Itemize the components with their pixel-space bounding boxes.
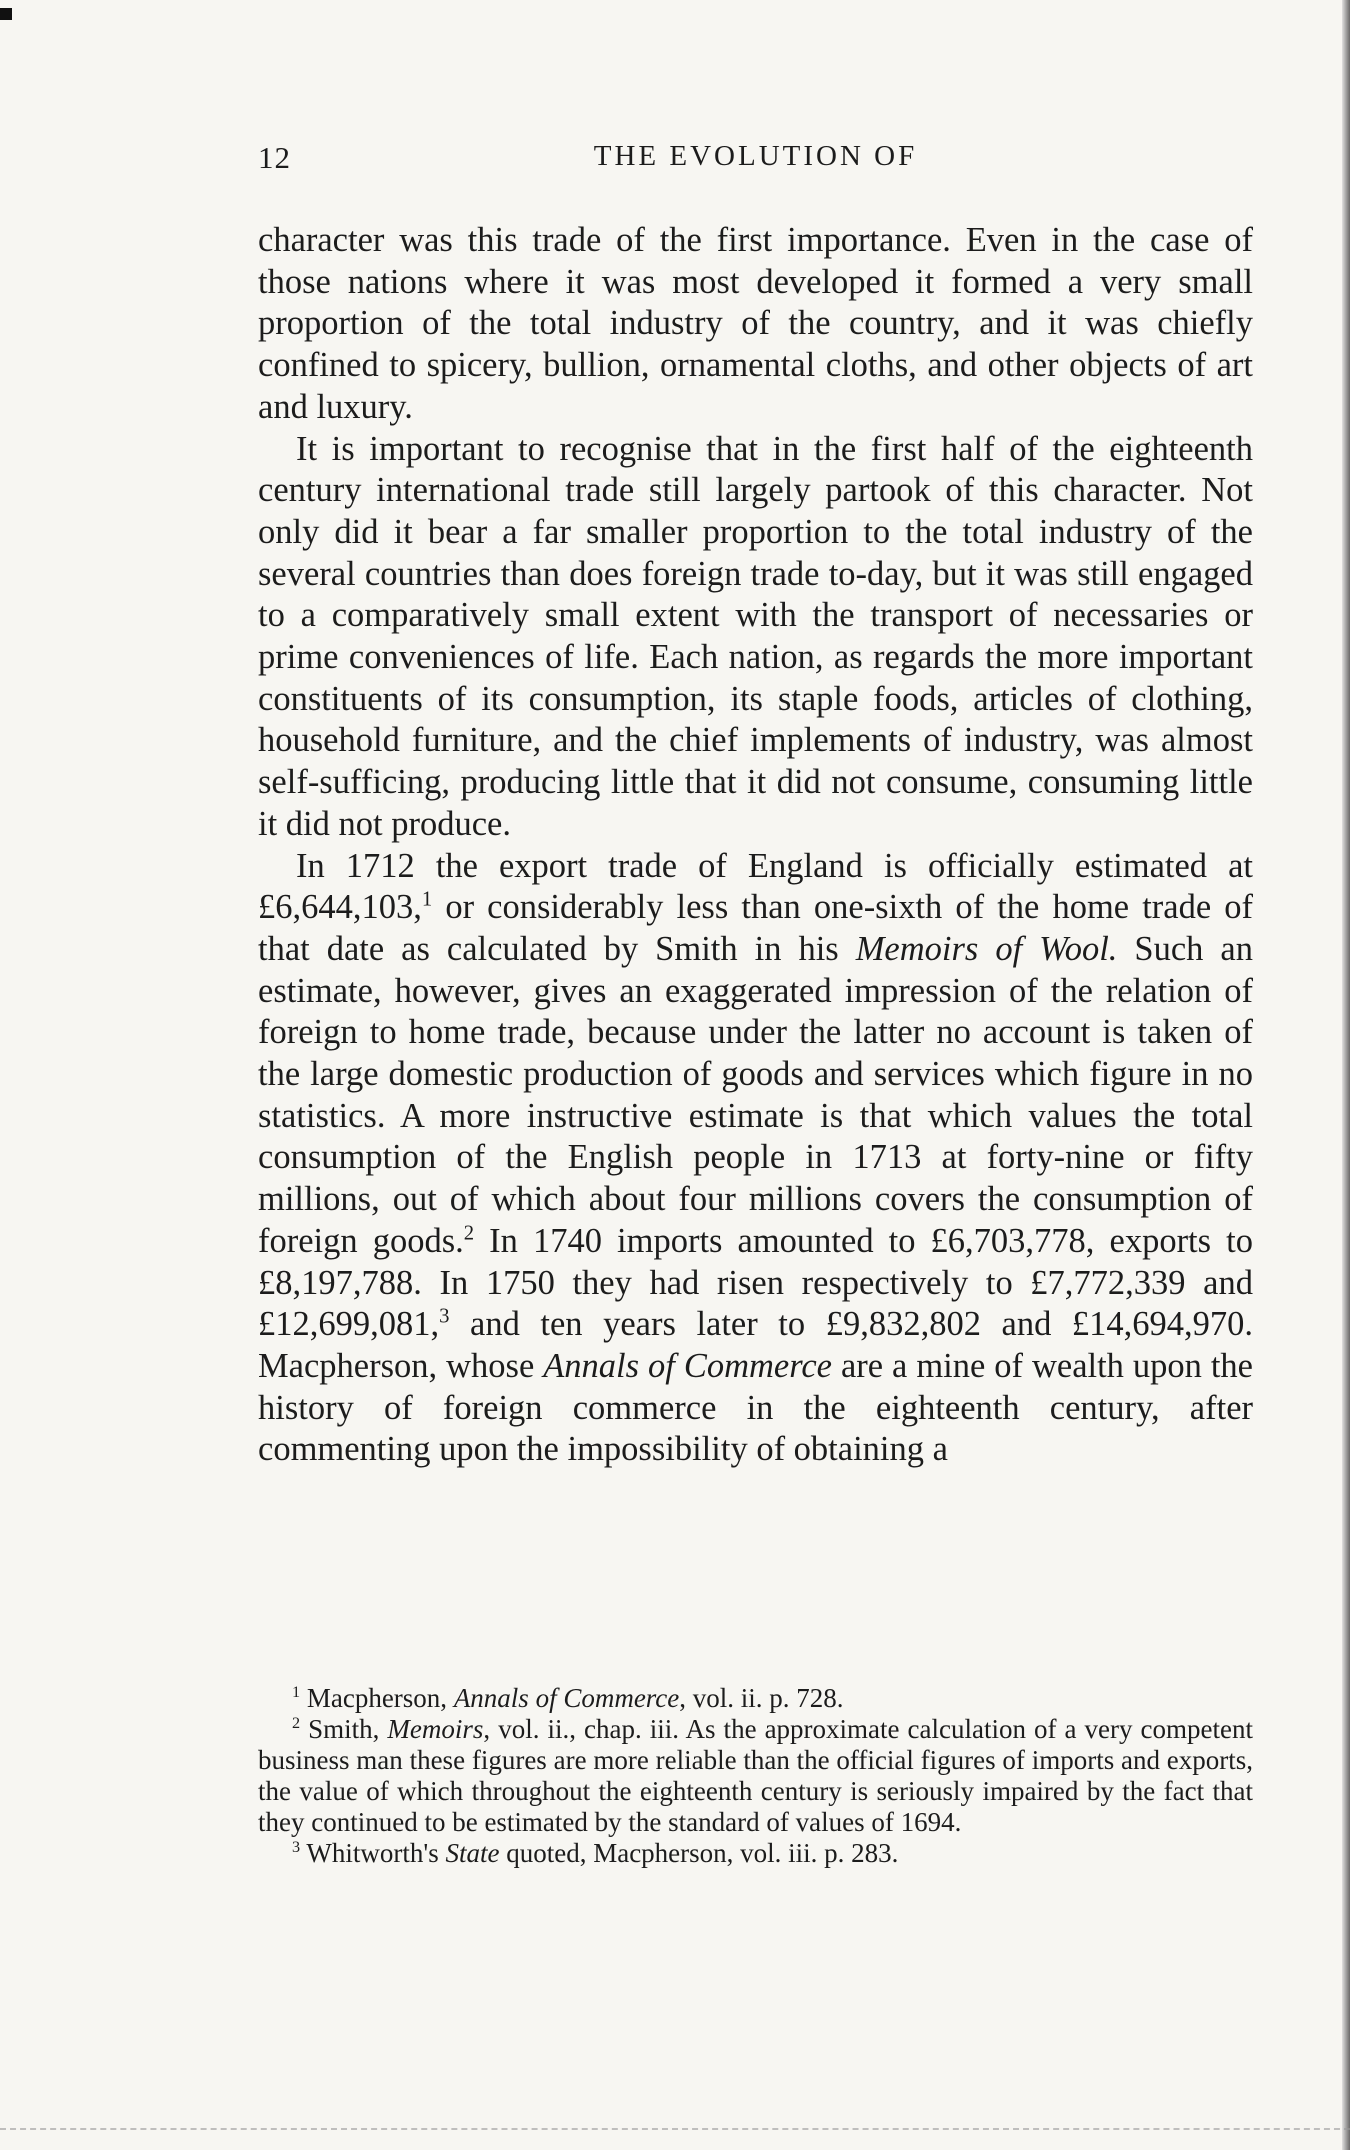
footnote-reference: 1 xyxy=(421,888,433,911)
text-run: Such an estimate, however, gives an exaggerated impression of the relation of foreign to home trade, because under the latter no account is taken of the large domestic production of goods and services which figure in no statistics. A more instructive estimate is that which values the total consumption of the English people in 1713 at forty-nine or fifty millions, out of which about four millions covers the consumption of foreign goods. xyxy=(258,929,1253,1260)
text-run: , vol. ii. p. 728. xyxy=(679,1683,844,1713)
footnote-2 xyxy=(258,1714,1253,1838)
text-run: quoted, Macpherson, vol. iii. p. 283. xyxy=(499,1838,899,1868)
paragraph-1 xyxy=(258,220,1253,429)
text-run: Macpherson, xyxy=(300,1683,454,1713)
page-header xyxy=(258,140,1253,190)
italic-title: Annals of Commerce xyxy=(453,1683,680,1713)
text-run: , vol. ii., chap. iii. As the approximate calculation of a very competent business man these figures are more reliable than the official figures of imports and exports, the value of which throughout the eighteenth century is seriously impaired by the fact that they continued to be estimated by the standard of values of 1694. xyxy=(258,1714,1253,1837)
text-run: or considerably less than one-sixth of the home trade of that date as calculated by Smith in his xyxy=(258,888,1253,968)
text-run: character was this trade of the first importance. Even in the case of those nations where it was most developed it formed a very small proportion of the total industry of the country, and it was chiefly confined to spicery, bullion, ornamental cloths, and other objects of art and luxury. xyxy=(258,221,1253,426)
text-run: Smith, xyxy=(300,1714,388,1744)
scan-artifact-mark xyxy=(0,8,12,20)
scan-page-edge xyxy=(1342,0,1350,2150)
scan-artifact-line xyxy=(0,2128,1350,2130)
text-run: It is important to recognise that in the first half of the eighteenth century international trade still largely partook of this character. Not only did it bear a far smaller proportion to the total industry of the several countries than does foreign trade to-day, but it was still engaged to a comparatively small extent with the transport of necessaries or prime conveniences of life. Each nation, as regards the more important constituents of its consumption, its staple foods, articles of clothing, household furniture, and the chief implements of industry, was almost self-sufficing, producing little that it did not consume, consuming little it did not produce. xyxy=(258,429,1253,843)
italic-title: Memoirs of Wool. xyxy=(855,929,1118,968)
text-run: Whitworth's xyxy=(300,1838,446,1868)
text-run: are a mine of wealth upon the history of foreign commerce in the eighteenth century, after commenting upon the impossibility of obtaining a xyxy=(258,1346,1253,1469)
body-text xyxy=(258,220,1253,1471)
paragraph-3 xyxy=(258,846,1253,1472)
page-number: 12 xyxy=(258,140,291,175)
footnote-marker: 2 xyxy=(292,1714,301,1732)
italic-title: Memoirs xyxy=(387,1714,484,1744)
text-run: and ten years later to £9,832,802 and £14,694,970. Macpherson, whose xyxy=(258,1305,1253,1385)
text-run: In 1712 the export trade of England is officially estimated at £6,644,103, xyxy=(258,846,1253,927)
footnote-3 xyxy=(258,1838,1253,1869)
footnote-reference: 2 xyxy=(463,1222,475,1245)
footnote-1 xyxy=(258,1683,1253,1714)
footnote-marker: 3 xyxy=(292,1838,301,1856)
running-head: THE EVOLUTION OF xyxy=(593,140,918,172)
italic-title: Annals of Commerce xyxy=(543,1346,833,1385)
text-run: In 1740 imports amounted to £6,703,778, exports to £8,197,788. In 1750 they had risen respectively to £7,772,339 and £12,699,081, xyxy=(258,1221,1253,1344)
footnotes xyxy=(258,1683,1253,1869)
italic-title: State xyxy=(445,1838,500,1868)
footnote-marker: 1 xyxy=(292,1683,301,1701)
paragraph-2 xyxy=(258,429,1253,846)
footnote-reference: 3 xyxy=(439,1305,450,1328)
